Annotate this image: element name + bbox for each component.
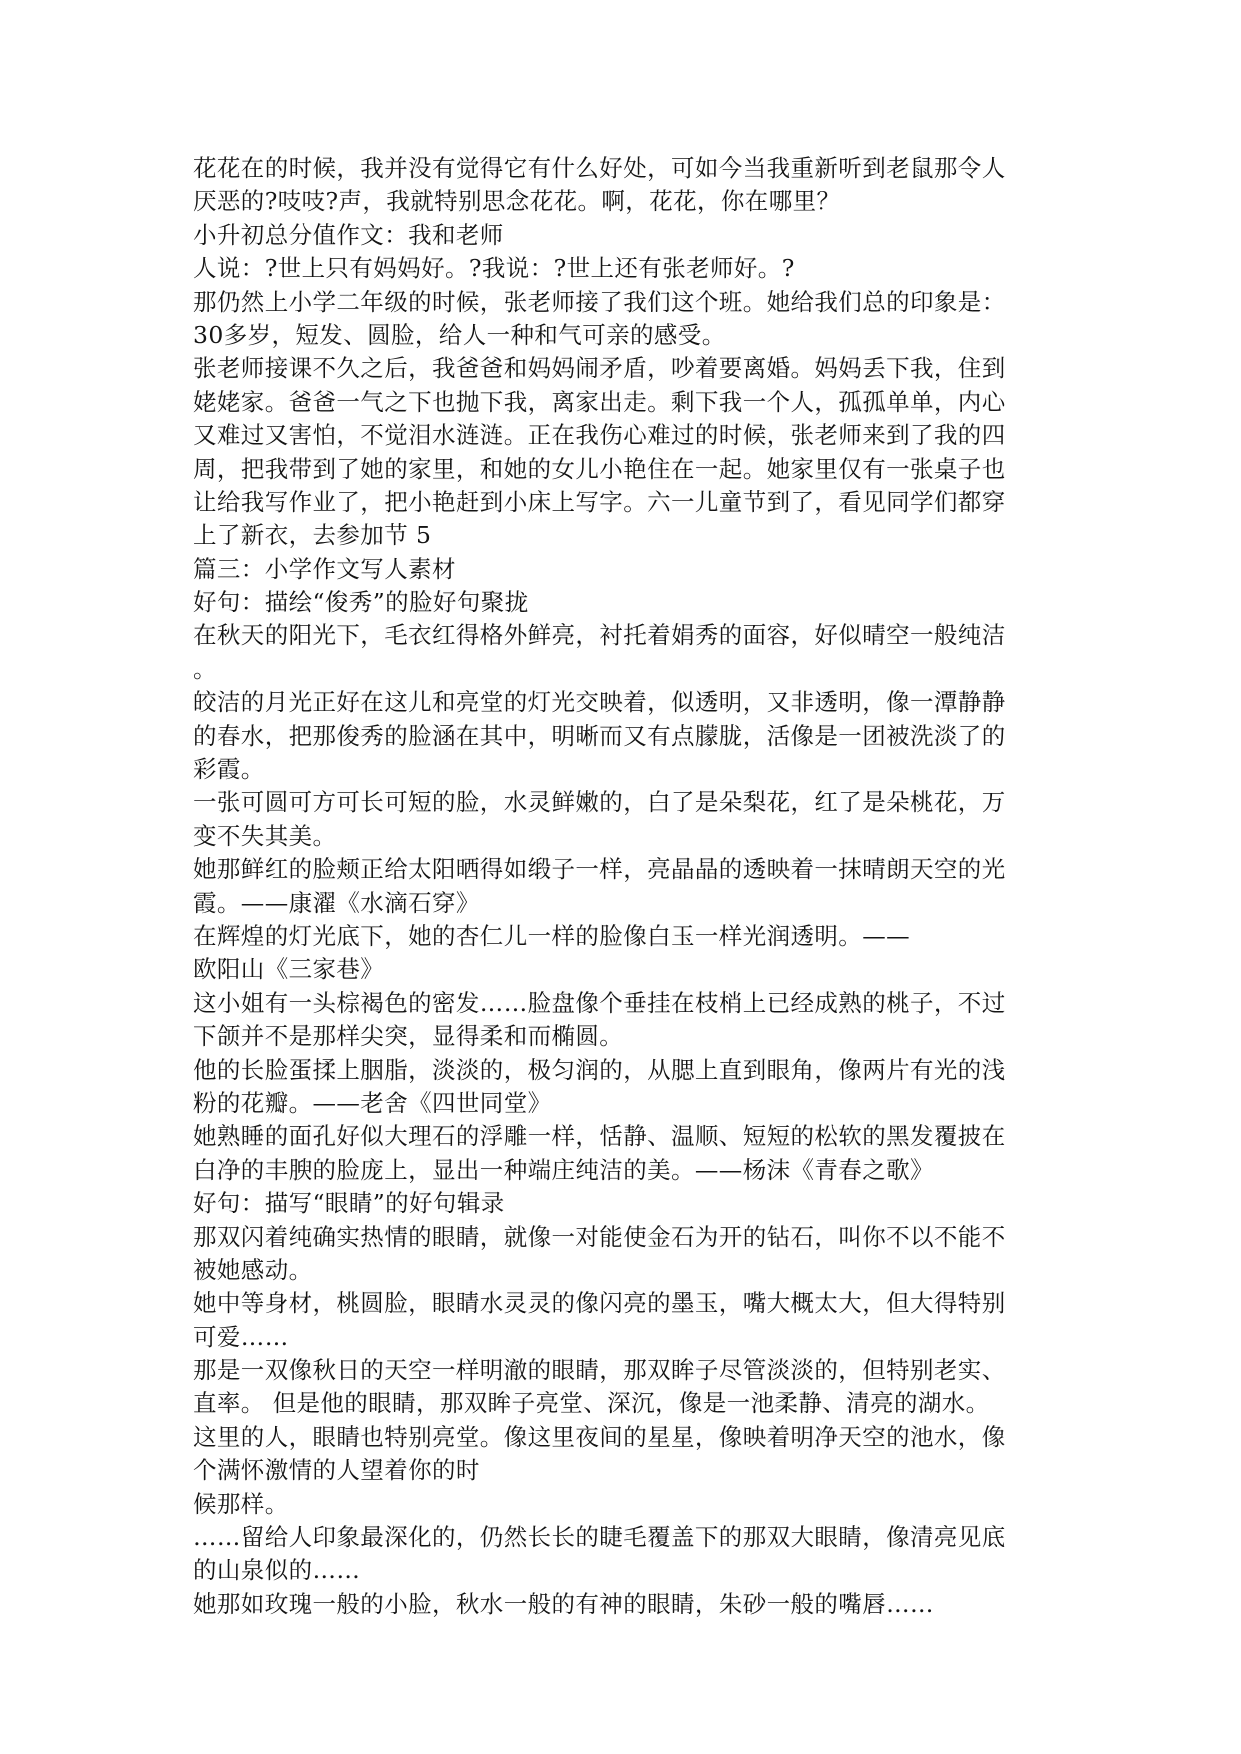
- text-line: 篇三：小学作文写人素材: [193, 554, 456, 583]
- text-line: 她中等身材，桃圆脸，眼睛水灵灵的像闪亮的墨玉，嘴大概太大，但大得特别: [193, 1289, 1006, 1318]
- text-line: 人说：?世上只有妈妈好。?我说：?世上还有张老师好。?: [193, 254, 795, 283]
- text-line: 30多岁，短发、圆脸，给人一种和气可亲的感受。: [193, 320, 726, 349]
- text-line: 好句：描绘“俊秀”的脸好句聚拢: [193, 588, 529, 617]
- text-line: 他的长脸蛋揉上胭脂，淡淡的，极匀润的，从腮上直到眼角，像两片有光的浅: [193, 1055, 1006, 1084]
- text-line: 厌恶的?吱吱?声，我就特别思念花花。啊，花花，你在哪里？: [193, 187, 841, 216]
- text-line: 可爱……: [193, 1322, 289, 1351]
- text-line: 姥姥家。爸爸一气之下也抛下我，离家出走。剩下我一个人，孤孤单单，内心: [193, 387, 1006, 416]
- text-line: 张老师接课不久之后，我爸爸和妈妈闹矛盾，吵着要离婚。妈妈丢下我，住到: [193, 354, 1006, 383]
- text-line: 她那鲜红的脸颊正给太阳晒得如缎子一样，亮晶晶的透映着一抹晴朗天空的光: [193, 855, 1006, 884]
- text-line: 下颌并不是那样尖突，显得柔和而椭圆。: [193, 1022, 624, 1051]
- text-line: ……留给人印象最深化的，仍然长长的睫毛覆盖下的那双大眼睛，像清亮见底: [193, 1523, 1006, 1552]
- text-line: 那仍然上小学二年级的时候，张老师接了我们这个班。她给我们总的印象是：: [193, 287, 1006, 316]
- text-line: 好句：描写“眼睛”的好句辑录: [193, 1189, 505, 1218]
- text-line: 上了新衣，去参加节 5: [193, 521, 432, 550]
- text-line: 花花在的时候，我并没有觉得它有什么好处，可如今当我重新听到老鼠那令人: [193, 154, 1006, 182]
- text-line: 她那如玫瑰一般的小脸，秋水一般的有神的眼睛，朱砂一般的嘴唇……: [193, 1589, 934, 1618]
- text-line: 这里的人，眼睛也特别亮堂。像这里夜间的星星，像映着明净天空的池水，像: [193, 1422, 1006, 1451]
- text-line: 又难过又害怕，不觉泪水涟涟。正在我伤心难过的时候，张老师来到了我的四: [193, 421, 1006, 450]
- text-line: 一张可圆可方可长可短的脸，水灵鲜嫩的，白了是朵梨花，红了是朵桃花，万: [193, 788, 1006, 817]
- text-line: 的山泉似的……: [193, 1556, 361, 1585]
- text-line: 霞。——康濯《水滴石穿》: [193, 888, 480, 917]
- text-line: 变不失其美。: [193, 821, 337, 850]
- text-line: 在秋天的阳光下，毛衣红得格外鲜亮，衬托着娟秀的面容，好似晴空一般纯洁: [193, 621, 1006, 650]
- document-body: [193, 152, 1053, 1621]
- text-line: 的春水，把那俊秀的脸涵在其中，明晰而又有点朦胧，活像是一团被洗淡了的: [193, 721, 1006, 750]
- text-line: 那双闪着纯确实热情的眼睛，就像一对能使金石为开的钻石，叫你不以不能不: [193, 1222, 1006, 1251]
- text-line: 皎洁的月光正好在这儿和亮堂的灯光交映着，似透明，又非透明，像一潭静静: [193, 688, 1006, 717]
- text-line: 这小姐有一头棕褐色的密发……脸盘像个垂挂在枝梢上已经成熟的桃子，不过: [193, 988, 1006, 1017]
- text-line: 周，把我带到了她的家里，和她的女儿小艳住在一起。她家里仅有一张桌子也: [193, 454, 1006, 483]
- text-line: 她熟睡的面孔好似大理石的浮雕一样，恬静、温顺、短短的松软的黑发覆披在: [193, 1122, 1006, 1151]
- text-line: 在辉煌的灯光底下，她的杏仁儿一样的脸像白玉一样光润透明。——: [193, 921, 910, 950]
- text-line: 让给我写作业了，把小艳赶到小床上写字。六一儿童节到了，看见同学们都穿: [193, 487, 1006, 516]
- text-line: 直率。 但是他的眼睛，那双眸子亮堂、深沉，像是一池柔静、清亮的湖水。: [193, 1389, 990, 1418]
- text-line: 个满怀激情的人望着你的时: [193, 1456, 480, 1485]
- text-line: 粉的花瓣。——老舍《四世同堂》: [193, 1088, 552, 1117]
- text-line: 候那样。: [193, 1489, 289, 1518]
- text-line: 欧阳山《三家巷》: [193, 955, 385, 984]
- text-line: 小升初总分值作文：我和老师: [193, 220, 504, 249]
- text-line: 那是一双像秋日的天空一样明澈的眼睛，那双眸子尽管淡淡的，但特别老实、: [193, 1356, 1006, 1385]
- text-line: 被她感动。: [193, 1255, 313, 1284]
- text-line: 白净的丰腴的脸庞上，显出一种端庄纯洁的美。——杨沫《青春之歌》: [193, 1155, 934, 1184]
- text-line: 。: [193, 654, 217, 683]
- text-line: 彩霞。: [193, 755, 265, 784]
